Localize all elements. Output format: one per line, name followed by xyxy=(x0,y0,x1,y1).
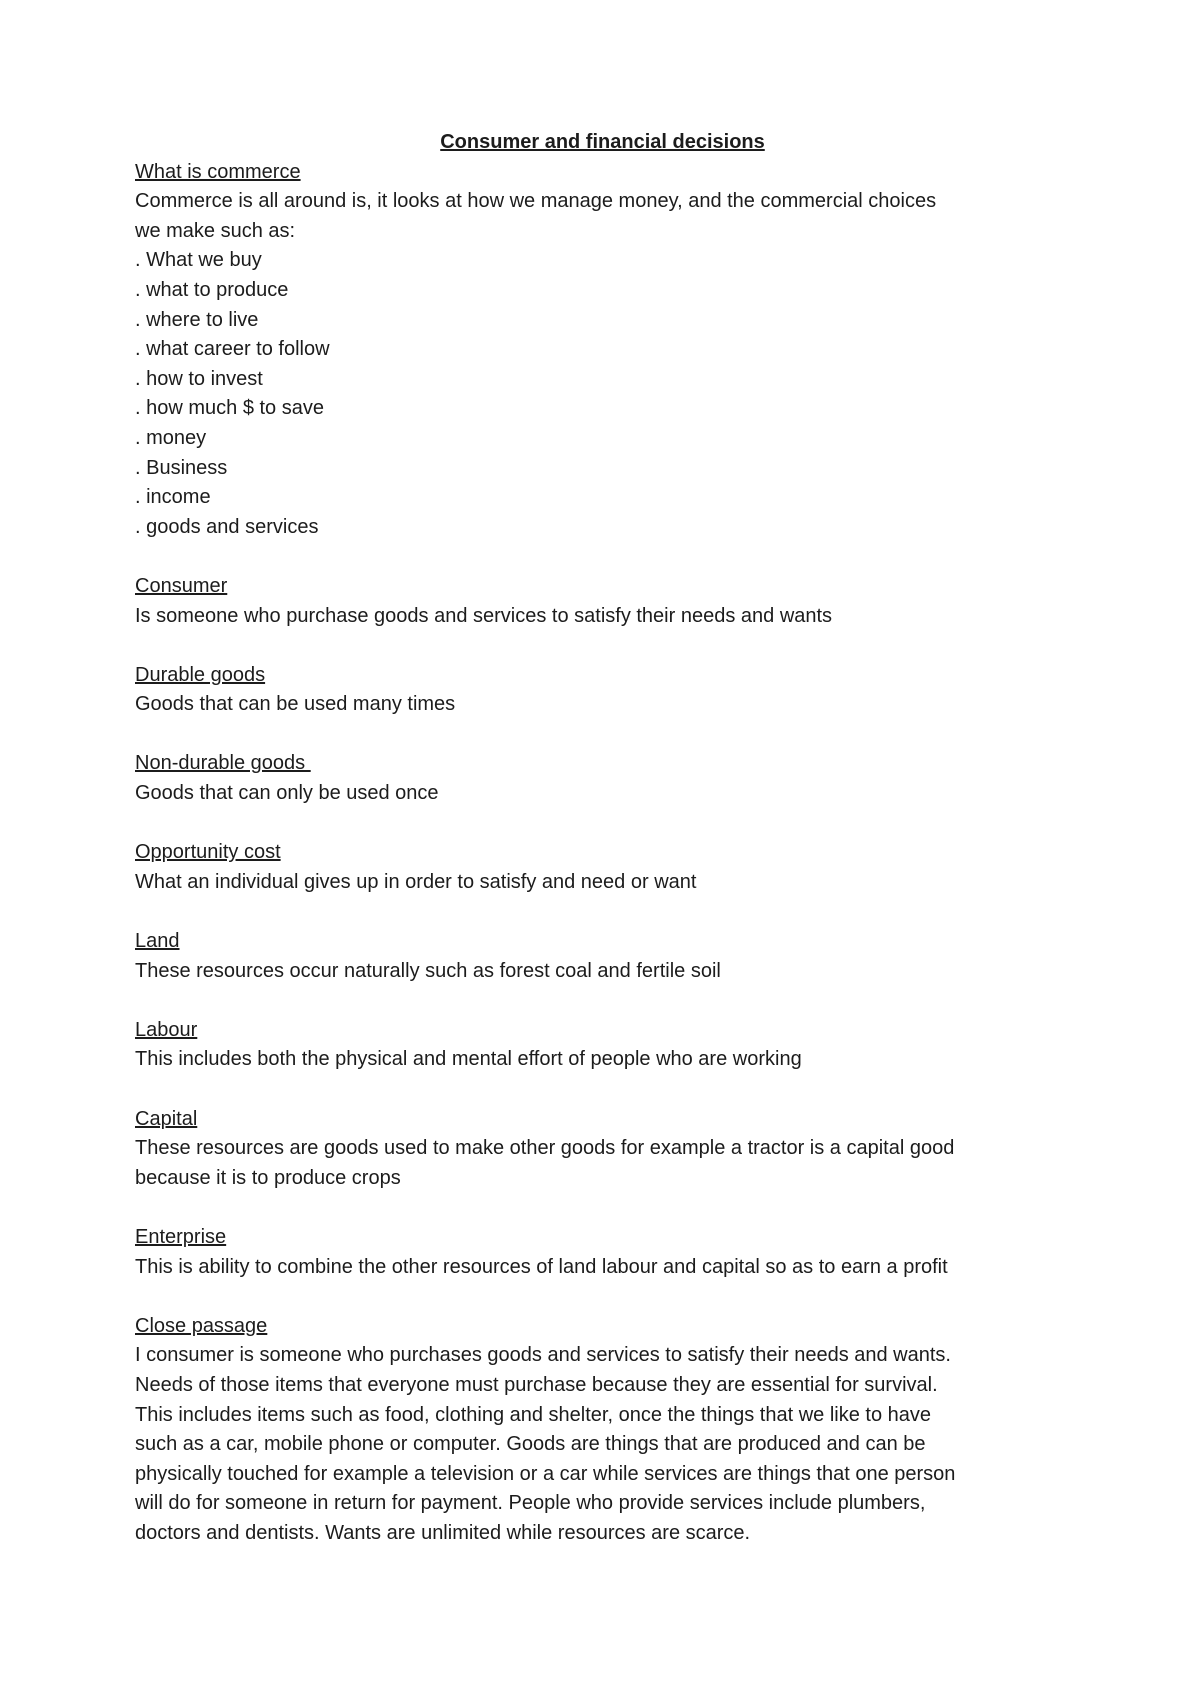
section-heading: Opportunity cost xyxy=(135,841,281,864)
text-line: because it is to produce crops xyxy=(135,1166,401,1189)
text-line: These resources occur naturally such as forest coal and fertile soil xyxy=(135,959,721,982)
text-line: doctors and dentists. Wants are unlimited while resources are scarce. xyxy=(135,1521,751,1544)
text-line: . how much $ to save xyxy=(135,397,324,420)
section-consumer xyxy=(135,572,1075,631)
section-heading: Durable goods xyxy=(135,663,266,686)
text-line: I consumer is someone who purchases goods and services to satisfy their needs and wants. xyxy=(135,1344,951,1367)
text-line: This is ability to combine the other resources of land labour and capital so as to earn a profit xyxy=(135,1255,948,1278)
text-line: will do for someone in return for payment. People who provide services include plumbers, xyxy=(135,1492,926,1515)
section-what-is-commerce xyxy=(135,158,1075,543)
section-heading: Land xyxy=(135,930,180,953)
text-line: Goods that can only be used once xyxy=(135,782,439,805)
text-line: . how to invest xyxy=(135,367,263,390)
section-land xyxy=(135,927,1075,986)
text-line: . what to produce xyxy=(135,278,289,301)
section-heading: Enterprise xyxy=(135,1225,227,1248)
text-line: . income xyxy=(135,486,211,509)
text-line: Needs of those items that everyone must purchase because they are essential for survival. xyxy=(135,1373,938,1396)
section-labour xyxy=(135,1016,1075,1075)
text-line: . What we buy xyxy=(135,249,262,272)
text-line: What an individual gives up in order to satisfy and need or want xyxy=(135,870,697,893)
text-line: This includes both the physical and mental effort of people who are working xyxy=(135,1048,802,1071)
text-line: . where to live xyxy=(135,308,259,331)
text-line: . money xyxy=(135,426,207,449)
text-line: Commerce is all around is, it looks at how we manage money, and the commercial choices xyxy=(135,190,937,213)
document-sections xyxy=(135,158,1075,1549)
document-title: Consumer and financial decisions xyxy=(440,131,765,153)
text-line: Is someone who purchase goods and services to satisfy their needs and wants xyxy=(135,604,833,627)
text-line: we make such as: xyxy=(135,219,296,242)
text-line: . Business xyxy=(135,456,228,479)
section-close-passage xyxy=(135,1312,1075,1549)
section-durable-goods xyxy=(135,661,1075,720)
section-heading: What is commerce xyxy=(135,160,301,183)
text-line: physically touched for example a television or a car while services are things that one person xyxy=(135,1462,956,1485)
section-heading: Non-durable goods xyxy=(135,752,311,775)
section-heading: Close passage xyxy=(135,1314,268,1337)
section-non-durable-goods xyxy=(135,749,1075,808)
text-line: Goods that can be used many times xyxy=(135,693,456,716)
text-line: This includes items such as food, clothing and shelter, once the things that we like to have xyxy=(135,1403,932,1426)
section-heading: Capital xyxy=(135,1107,198,1130)
section-opportunity-cost xyxy=(135,838,1075,897)
text-line: . goods and services xyxy=(135,515,319,538)
section-capital xyxy=(135,1105,1075,1194)
section-enterprise xyxy=(135,1223,1075,1282)
text-line: such as a car, mobile phone or computer. Goods are things that are produced and can be xyxy=(135,1433,926,1456)
section-heading: Consumer xyxy=(135,574,228,597)
section-heading: Labour xyxy=(135,1018,198,1041)
text-line: . what career to follow xyxy=(135,338,330,361)
text-line: These resources are goods used to make other goods for example a tractor is a capital good xyxy=(135,1137,955,1160)
